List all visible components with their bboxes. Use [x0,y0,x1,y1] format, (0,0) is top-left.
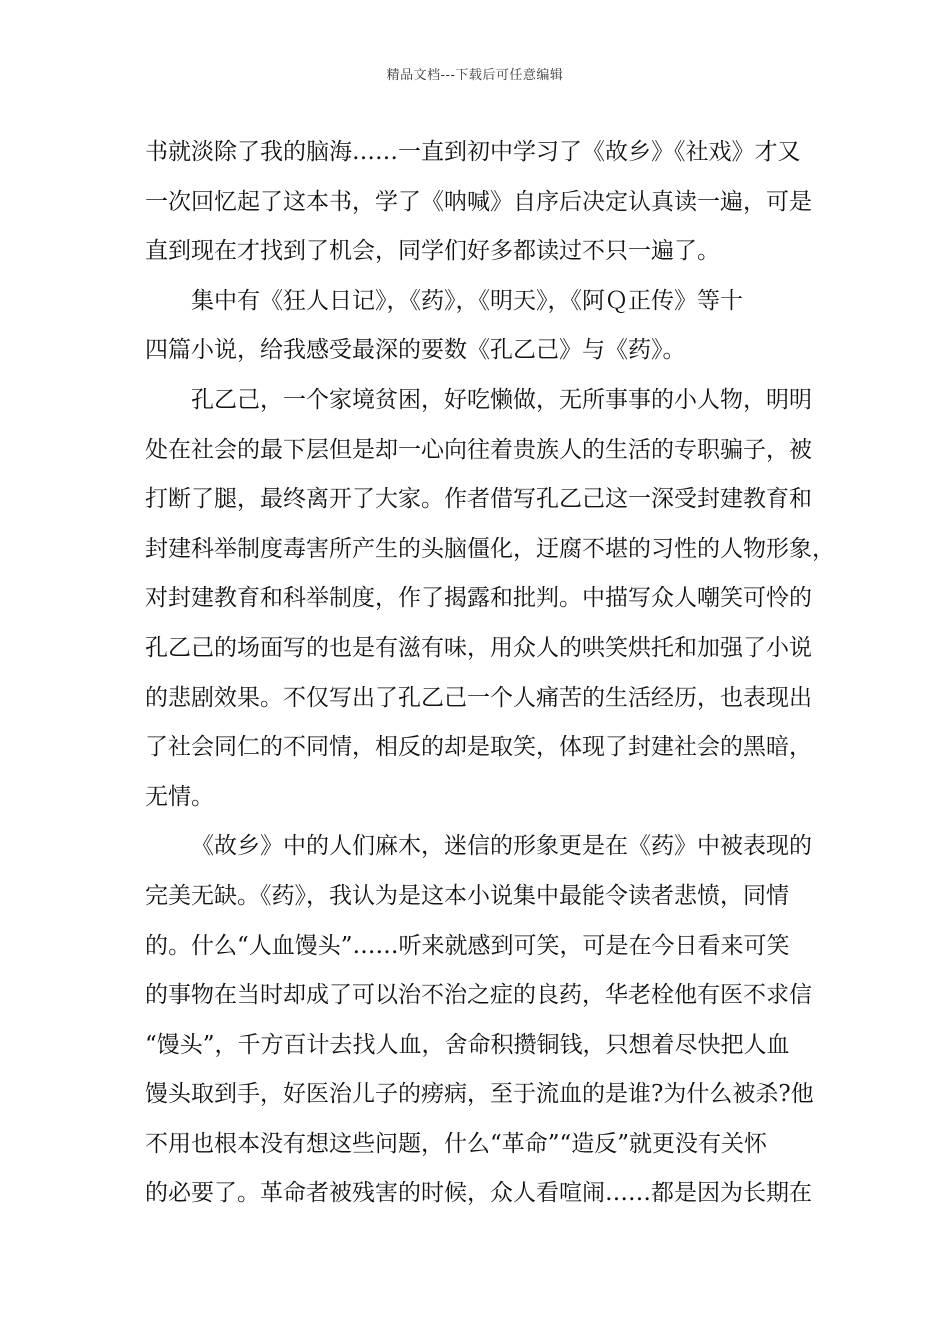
text-line: 的事物在当时却成了可以治不治之症的良药，华老栓他有医不求信 [145,982,812,1009]
text-line: 封建科举制度毒害所产生的头脑僵化，迂腐不堪的习性的人物形象， [145,535,835,562]
text-line: 不用也根本没有想这些问题，什么“革命”“造反”就更没有关怀 [145,1130,768,1157]
text-line: 了社会同仁的不同情，相反的却是取笑，体现了封建社会的黑暗， [145,734,812,761]
paragraph-4 [145,822,814,1219]
text-line: “馒头”，千方百计去找人血，舍命积攒铜钱，只想着尽快把人血 [145,1031,790,1058]
text-line: 对封建教育和科举制度，作了揭露和批判。中描写众人嘲笑可怜的 [145,585,812,612]
text-line: 无情。 [145,783,214,810]
text-line: 的必要了。革命者被残害的时候，众人看喧闹……都是因为长期在 [145,1180,812,1207]
text-line: 《故乡》中的人们麻木，迷信的形象更是在《药》中被表现的 [191,833,812,860]
text-line: 四篇小说，给我感受最深的要数《孔乙己》与《药》。 [145,337,686,364]
text-line: 的。什么“人血馒头”……听来就感到可笑，可是在今日看来可笑 [145,932,790,959]
text-line: 完美无缺。《药》，我认为是这本小说集中最能令读者悲愤，同情 [145,882,789,909]
text-line: 直到现在才找到了机会，同学们好多都读过不只一遍了。 [145,238,720,265]
document-body [145,128,835,1219]
paragraph-1 [145,128,812,277]
text-line: 孔乙己，一个家境贫困，好吃懒做，无所事事的小人物，明明 [191,386,812,413]
paragraph-3 [145,376,835,822]
paragraph-2 [145,277,809,376]
text-line: 一次回忆起了这本书，学了《呐喊》自序后决定认真读一遍，可是 [145,188,812,215]
text-line: 馒头取到手，好医治儿子的痨病，至于流血的是谁?为什么被杀?他 [145,1081,814,1108]
text-line: 打断了腿，最终离开了大家。作者借写孔乙己这一深受封建教育和 [145,486,812,513]
text-line: 集中有《狂人日记》，《药》，《明天》，《阿Ｑ正传》等十 [191,287,743,314]
text-line: 孔乙己的场面写的也是有滋有味，用众人的哄笑烘托和加强了小说 [145,634,812,661]
text-line: 处在社会的最下层但是却一心向往着贵族人的生活的专职骗子，被 [145,436,812,463]
text-line: 的悲剧效果。不仅写出了孔乙己一个人痛苦的生活经历，也表现出 [145,684,812,711]
page-header: 精品文档---下载后可任意编辑 [386,68,564,83]
text-line: 书就淡除了我的脑海……一直到初中学习了《故乡》《社戏》才又 [145,139,801,165]
